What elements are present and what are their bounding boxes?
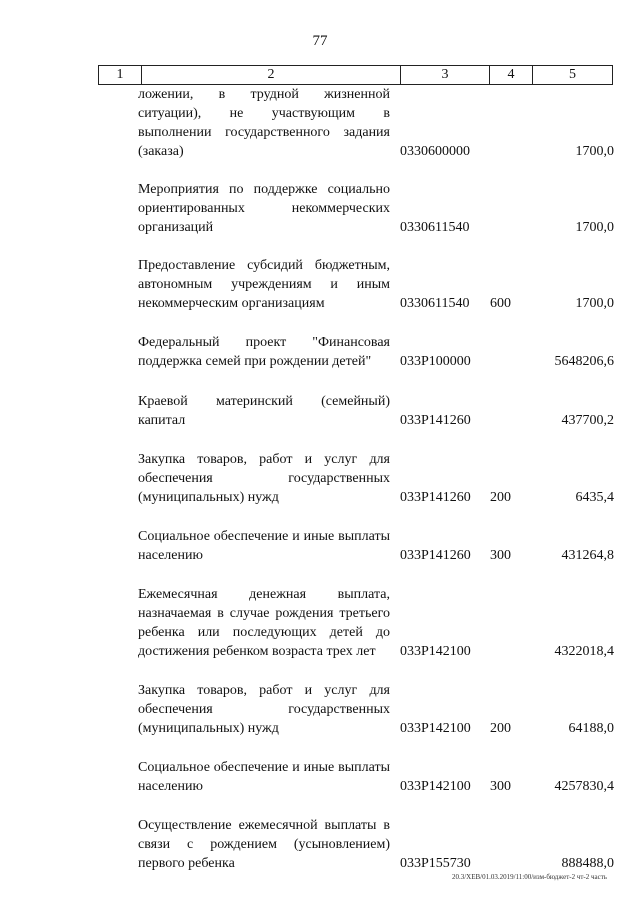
row-amount: 6435,4 (575, 490, 614, 505)
table-row (138, 450, 616, 507)
row-kind: 300 (490, 548, 511, 563)
row-code: 033P155730 (400, 856, 471, 871)
table-row (138, 392, 616, 430)
header-col-2: 2 (141, 66, 400, 84)
row-amount: 1700,0 (575, 296, 614, 311)
table-header (98, 65, 613, 85)
row-code: 033P142100 (400, 721, 471, 736)
row-name: Предоставление субсидий бюджетным, автономным учреждениям и иным некоммерческим организациям (138, 258, 390, 311)
footer-stamp: 20.3/ХЕВ/01.03.2019/11:00/изм-бюджет-2 чт-2 часть (451, 873, 607, 881)
row-amount: 1700,0 (575, 220, 614, 235)
table-row (138, 681, 616, 738)
header-col-1: 1 (116, 67, 124, 82)
row-amount: 431264,8 (561, 548, 614, 563)
row-name: Социальное обеспечение и иные выплаты населению (138, 760, 390, 794)
row-code: 033P141260 (400, 490, 471, 505)
table-body (138, 85, 616, 873)
row-code: 033P100000 (400, 354, 471, 369)
row-name: Ежемесячная денежная выплата, назначаемая в случае рождения третьего ребенка или последующих детей до достижения ребенком возраста трех лет (138, 587, 390, 659)
row-code: 033P142100 (400, 644, 471, 659)
table-row (138, 585, 616, 661)
table-row (138, 85, 616, 161)
row-name: ложении, в трудной жизненной ситуации), не участвующим в выполнении государственного задания (заказа) (138, 87, 390, 159)
row-kind: 300 (490, 779, 511, 794)
row-amount: 1700,0 (575, 144, 614, 159)
row-amount: 64188,0 (568, 721, 614, 736)
row-amount: 437700,2 (561, 413, 614, 428)
row-name: Федеральный проект "Финансовая поддержка семей при рождении детей" (138, 335, 390, 369)
row-name: Осуществление ежемесячной выплаты в связи с рождением (усыновлением) первого ребенка (138, 818, 390, 871)
header-col-5: 5 (532, 66, 612, 84)
row-code: 033P141260 (400, 548, 471, 563)
row-code: 033P141260 (400, 413, 471, 428)
header-col-3: 3 (400, 66, 489, 84)
row-amount: 5648206,6 (554, 354, 614, 369)
row-kind: 600 (490, 296, 511, 311)
header-col-4: 4 (489, 66, 532, 84)
table-row (138, 527, 616, 565)
row-name: Мероприятия по поддержке социально ориентированных некоммерческих организаций (138, 182, 390, 235)
row-amount: 4322018,4 (554, 644, 614, 659)
table-row (138, 758, 616, 796)
row-amount: 888488,0 (561, 856, 614, 871)
table-row (138, 816, 616, 873)
row-amount: 4257830,4 (554, 779, 614, 794)
row-kind: 200 (490, 490, 511, 505)
row-name: Закупка товаров, работ и услуг для обеспечения государственных (муниципальных) нужд (138, 452, 390, 505)
row-code: 033P142100 (400, 779, 471, 794)
page-number: 77 (312, 33, 328, 49)
row-name: Закупка товаров, работ и услуг для обеспечения государственных (муниципальных) нужд (138, 683, 390, 736)
table-row (138, 333, 616, 371)
row-code: 0330611540 (400, 296, 470, 311)
table-row (138, 256, 616, 313)
row-kind: 200 (490, 721, 511, 736)
row-name: Социальное обеспечение и иные выплаты населению (138, 529, 390, 563)
row-code: 0330600000 (400, 144, 470, 159)
row-name: Краевой материнский (семейный) капитал (138, 394, 390, 428)
table-row (138, 180, 616, 237)
row-code: 0330611540 (400, 220, 470, 235)
